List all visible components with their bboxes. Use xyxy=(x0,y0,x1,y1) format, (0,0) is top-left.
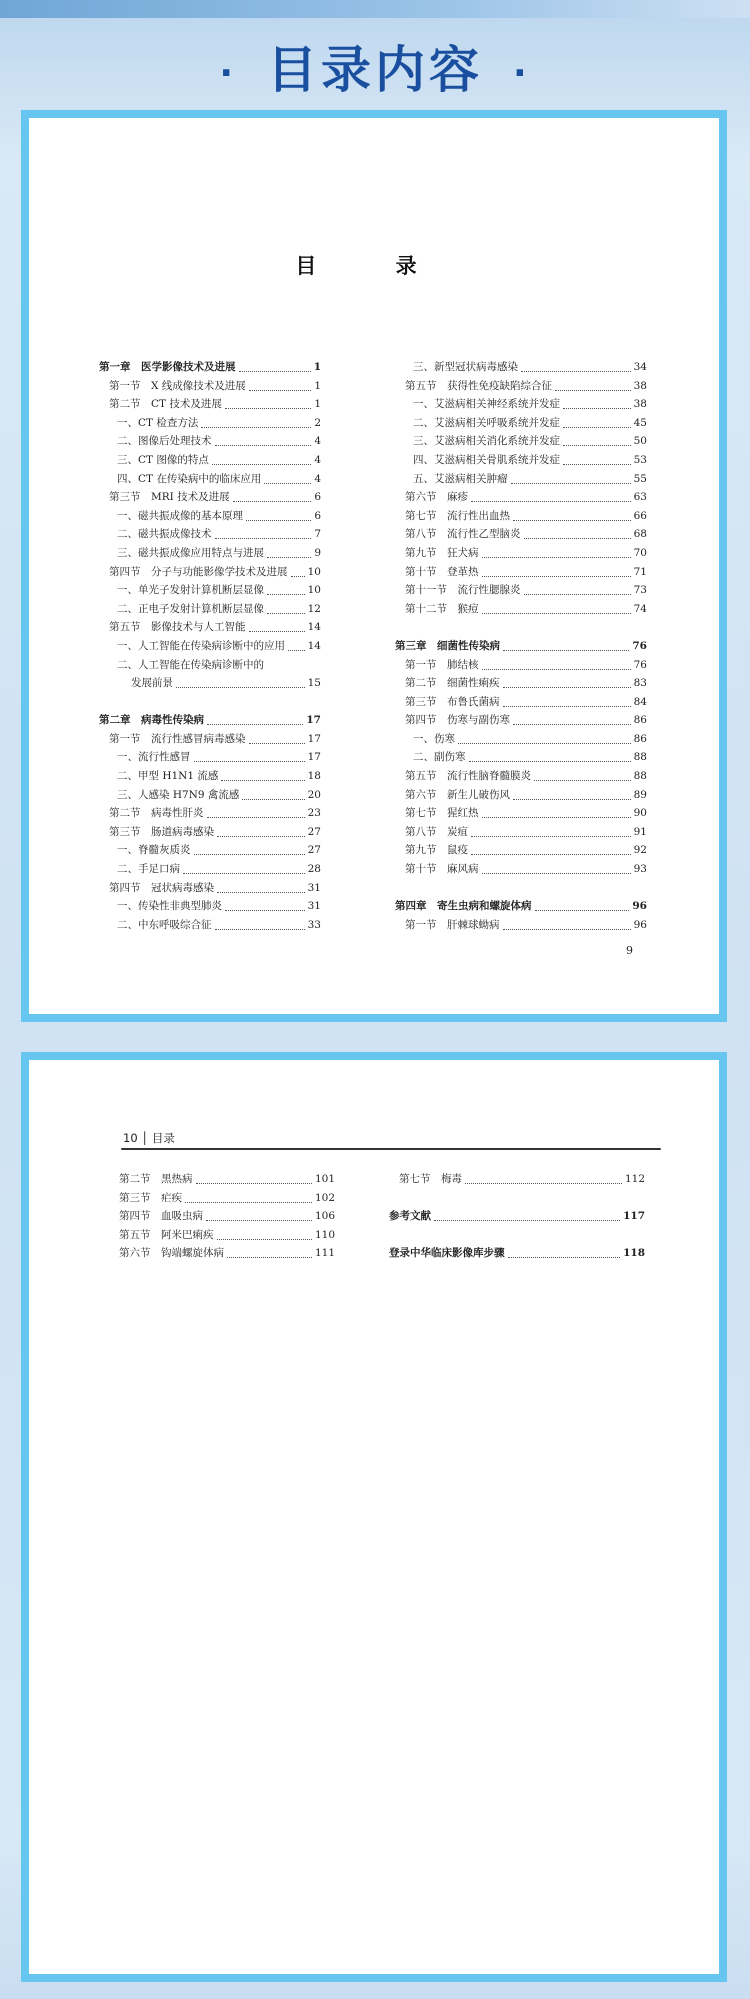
toc-leader-dots xyxy=(524,594,631,595)
toc-leader-dots xyxy=(267,613,305,614)
toc-spacer xyxy=(395,879,647,898)
toc-entry-page: 96 xyxy=(632,900,647,913)
toc-spacer xyxy=(389,1189,645,1208)
running-head-rule xyxy=(121,1148,661,1150)
toc-leader-dots xyxy=(513,799,631,800)
toc-entry-label: 一、脊髓灰质炎 xyxy=(117,844,191,857)
toc-entry-label: 第一节 X 线成像技术及进展 xyxy=(109,379,246,392)
toc-entry-page: 20 xyxy=(307,788,321,801)
toc-entry-label: 第三节 布鲁氏菌病 xyxy=(405,695,500,708)
toc-leader-dots xyxy=(524,538,631,539)
toc-entry xyxy=(99,544,321,563)
toc-entry-label: 第八节 炭疽 xyxy=(405,825,468,838)
toc-column-left xyxy=(109,1170,335,1263)
toc-entry-page: 76 xyxy=(632,639,647,652)
toc-entry xyxy=(99,600,321,619)
toc-entry-label: 第二节 细菌性痢疾 xyxy=(405,677,500,690)
toc-entry xyxy=(99,786,321,805)
toc-entry-label: 第七节 梅毒 xyxy=(399,1173,462,1185)
toc-entry-page: 17 xyxy=(306,714,321,727)
toc-spacer xyxy=(389,1226,645,1245)
banner-title xyxy=(0,30,750,102)
toc-entry-label: 第二节 CT 技术及进展 xyxy=(109,398,222,411)
toc-entry-label: 一、流行性感冒 xyxy=(117,751,191,764)
toc-entry-page: 18 xyxy=(307,770,321,783)
toc-entry xyxy=(395,395,647,414)
toc-entry-page: 89 xyxy=(633,788,647,801)
toc-entry-label: 二、中东呼吸综合征 xyxy=(117,918,212,931)
toc-entry-page: 1 xyxy=(314,398,321,411)
toc-entry-label: 三、新型冠状病毒感染 xyxy=(413,361,518,373)
toc-entry-label: 一、CT 检查方法 xyxy=(117,416,199,429)
toc-column-left xyxy=(99,358,321,934)
toc-entry-page: 45 xyxy=(633,416,647,429)
toc-entry-page: 55 xyxy=(633,472,647,485)
toc-leader-dots xyxy=(513,520,631,521)
toc-entry-label: 第一节 流行性感冒病毒感染 xyxy=(109,732,246,745)
toc-entry-label: 一、传染性非典型肺炎 xyxy=(117,900,222,913)
toc-entry xyxy=(99,879,321,898)
toc-entry-label: 一、磁共振成像的基本原理 xyxy=(117,509,243,522)
toc-entry-page: 71 xyxy=(633,565,647,578)
toc-leader-dots xyxy=(249,743,305,744)
toc-entry xyxy=(395,432,647,451)
toc-entry xyxy=(99,470,321,489)
toc-entry-label: 第七节 猩红热 xyxy=(405,807,479,820)
toc-entry-label: 第九节 鼠疫 xyxy=(405,844,468,857)
toc-entry xyxy=(389,1170,645,1189)
toc-entry-label: 二、艾滋病相关呼吸系统并发症 xyxy=(413,416,560,429)
toc-page-10 xyxy=(21,1052,727,1982)
toc-leader-dots xyxy=(201,427,311,428)
toc-entry-label: 四、CT 在传染病中的临床应用 xyxy=(117,472,262,485)
toc-entry-page: 110 xyxy=(314,1228,335,1241)
toc-entry-page: 86 xyxy=(633,732,647,745)
toc-leader-dots xyxy=(215,445,311,446)
toc-entry xyxy=(99,767,321,786)
toc-leader-dots xyxy=(249,390,311,391)
toc-leader-dots xyxy=(185,1202,312,1203)
toc-entry-page: 53 xyxy=(633,453,647,466)
toc-heading: 目 录 xyxy=(295,253,453,278)
toc-leader-dots xyxy=(249,631,305,632)
toc-entry-page: 34 xyxy=(633,361,647,373)
toc-column-right xyxy=(395,358,647,934)
toc-entry xyxy=(109,1170,335,1189)
toc-entry-label: 三、磁共振成像应用特点与进展 xyxy=(117,546,264,559)
toc-entry xyxy=(99,507,321,526)
toc-spacer xyxy=(99,693,321,712)
toc-leader-dots xyxy=(563,464,631,465)
toc-entry xyxy=(99,414,321,433)
toc-leader-dots xyxy=(434,1220,620,1221)
toc-entry xyxy=(99,748,321,767)
toc-entry-page: 23 xyxy=(307,807,321,820)
toc-leader-dots xyxy=(233,501,311,502)
toc-entry xyxy=(395,860,647,879)
toc-entry xyxy=(99,637,321,656)
toc-entry-page: 68 xyxy=(633,528,647,541)
toc-entry xyxy=(395,581,647,600)
title-dot-left: · xyxy=(219,53,237,94)
toc-chapter-entry xyxy=(389,1207,645,1226)
toc-entry-label: 参考文献 xyxy=(389,1210,431,1223)
toc-leader-dots xyxy=(215,929,305,930)
toc-entry-label: 第十节 麻风病 xyxy=(405,863,479,876)
toc-leader-dots xyxy=(196,1183,312,1184)
toc-leader-dots xyxy=(503,929,631,930)
toc-entry-label: 第四节 分子与功能影像学技术及进展 xyxy=(109,565,288,578)
toc-entry-label: 第八节 流行性乙型脑炎 xyxy=(405,528,521,541)
toc-leader-dots xyxy=(555,390,631,391)
toc-entry-label: 三、CT 图像的特点 xyxy=(117,453,209,466)
toc-spacer xyxy=(395,618,647,637)
toc-entry-page: 38 xyxy=(633,398,647,411)
toc-leader-dots xyxy=(217,1239,312,1240)
toc-entry-label: 一、人工智能在传染病诊断中的应用 xyxy=(117,639,285,652)
toc-entry-page: 84 xyxy=(633,695,647,708)
toc-entry xyxy=(99,804,321,823)
toc-entry-page: 38 xyxy=(633,379,647,392)
toc-entry xyxy=(99,488,321,507)
toc-entry xyxy=(99,581,321,600)
toc-entry-page: 91 xyxy=(633,825,647,838)
toc-entry-label: 二、磁共振成像技术 xyxy=(117,528,212,541)
toc-entry-label: 一、艾滋病相关神经系统并发症 xyxy=(413,398,560,411)
toc-entry xyxy=(395,804,647,823)
toc-leader-dots xyxy=(471,854,631,855)
toc-leader-dots xyxy=(535,910,629,911)
toc-leader-dots xyxy=(503,687,631,688)
toc-leader-dots xyxy=(207,724,303,725)
toc-entry-label: 第四章 寄生虫病和螺旋体病 xyxy=(395,900,532,913)
toc-entry xyxy=(99,451,321,470)
toc-entry-page: 73 xyxy=(633,584,647,597)
toc-leader-dots xyxy=(217,836,305,837)
toc-entry xyxy=(395,544,647,563)
toc-entry xyxy=(109,1189,335,1208)
toc-entry xyxy=(99,618,321,637)
toc-leader-dots xyxy=(471,836,631,837)
toc-entry-page: 14 xyxy=(307,639,321,652)
toc-entry xyxy=(395,916,647,935)
toc-entry xyxy=(395,841,647,860)
toc-entry xyxy=(395,563,647,582)
toc-entry xyxy=(99,656,321,675)
toc-entry-page: 112 xyxy=(624,1173,645,1185)
toc-leader-dots xyxy=(207,817,305,818)
toc-leader-dots xyxy=(246,520,311,521)
toc-entry-label: 二、图像后处理技术 xyxy=(117,435,212,448)
toc-leader-dots xyxy=(458,743,631,744)
toc-entry-label: 二、人工智能在传染病诊断中的 xyxy=(117,658,264,671)
toc-entry-label: 三、艾滋病相关消化系统并发症 xyxy=(413,435,560,448)
toc-entry-label: 第十节 登革热 xyxy=(405,565,479,578)
toc-entry-label: 二、手足口病 xyxy=(117,863,180,876)
toc-leader-dots xyxy=(242,799,305,800)
toc-entry-label: 二、正电子发射计算机断层显像 xyxy=(117,602,264,615)
toc-leader-dots xyxy=(217,892,305,893)
toc-entry-page: 15 xyxy=(307,677,321,690)
toc-entry-page: 117 xyxy=(623,1210,645,1223)
toc-leader-dots xyxy=(465,1183,622,1184)
toc-entry-label: 第二章 病毒性传染病 xyxy=(99,714,204,727)
toc-leader-dots xyxy=(503,706,631,707)
toc-entry xyxy=(395,786,647,805)
toc-leader-dots xyxy=(183,873,305,874)
toc-entry-label: 第三章 细菌性传染病 xyxy=(395,639,500,652)
toc-entry xyxy=(99,860,321,879)
toc-entry-page: 14 xyxy=(307,621,321,634)
toc-entry xyxy=(395,600,647,619)
toc-entry-page: 102 xyxy=(314,1191,335,1204)
toc-entry-label: 二、甲型 H1N1 流感 xyxy=(117,770,219,783)
toc-entry xyxy=(395,748,647,767)
toc-entry-page: 86 xyxy=(633,714,647,727)
toc-entry xyxy=(395,525,647,544)
toc-leader-dots xyxy=(291,576,305,577)
toc-entry-page: 12 xyxy=(307,602,321,615)
toc-entry xyxy=(109,1226,335,1245)
toc-leader-dots xyxy=(482,669,631,670)
toc-entry-page: 9 xyxy=(314,546,321,559)
toc-entry xyxy=(109,1244,335,1263)
toc-entry-label: 第三节 疟疾 xyxy=(119,1191,182,1204)
toc-leader-dots xyxy=(563,445,631,446)
toc-leader-dots xyxy=(194,761,305,762)
toc-entry xyxy=(395,730,647,749)
toc-leader-dots xyxy=(534,780,631,781)
top-decor-band xyxy=(0,0,750,18)
toc-entry-page: 31 xyxy=(307,900,321,913)
toc-leader-dots xyxy=(521,371,631,372)
toc-leader-dots xyxy=(482,873,631,874)
toc-entry-page: 31 xyxy=(307,881,321,894)
toc-leader-dots xyxy=(267,557,311,558)
toc-entry-page: 106 xyxy=(314,1210,335,1223)
toc-leader-dots xyxy=(212,464,311,465)
toc-leader-dots xyxy=(215,538,311,539)
toc-entry-page: 17 xyxy=(307,732,321,745)
toc-entry-label: 第五节 影像技术与人工智能 xyxy=(109,621,246,634)
toc-leader-dots xyxy=(513,724,631,725)
toc-entry-page: 96 xyxy=(633,918,647,931)
toc-leader-dots xyxy=(563,408,631,409)
toc-entry-page: 74 xyxy=(633,602,647,615)
toc-entry xyxy=(395,470,647,489)
banner-title-text: 目录内容 xyxy=(267,41,483,99)
toc-leader-dots xyxy=(227,1257,312,1258)
toc-entry xyxy=(99,525,321,544)
toc-entry-page: 2 xyxy=(314,416,321,429)
toc-leader-dots xyxy=(508,1257,620,1258)
toc-entry-page: 33 xyxy=(307,918,321,931)
toc-entry-label: 第二节 病毒性肝炎 xyxy=(109,807,204,820)
toc-column-right xyxy=(389,1170,645,1263)
toc-entry-label: 三、人感染 H7N9 禽流感 xyxy=(117,788,240,801)
toc-leader-dots xyxy=(482,557,631,558)
toc-entry-page: 111 xyxy=(314,1247,335,1260)
toc-entry xyxy=(99,674,321,693)
toc-entry xyxy=(395,711,647,730)
toc-chapter-entry xyxy=(395,897,647,916)
toc-entry-label: 一、伤寒 xyxy=(413,732,455,745)
toc-leader-dots xyxy=(482,576,631,577)
toc-entry-page: 28 xyxy=(307,863,321,876)
toc-entry-label: 第六节 麻疹 xyxy=(405,491,468,504)
toc-entry-label: 第五节 阿米巴痢疾 xyxy=(119,1228,214,1241)
toc-entry-label: 第十二节 猴痘 xyxy=(405,602,479,615)
toc-chapter-entry xyxy=(395,637,647,656)
toc-entry xyxy=(99,563,321,582)
toc-entry xyxy=(395,451,647,470)
toc-entry-page: 66 xyxy=(633,509,647,522)
toc-entry-label: 二、副伤寒 xyxy=(413,751,466,764)
toc-entry xyxy=(395,358,647,377)
toc-entry-label: 第六节 钩端螺旋体病 xyxy=(119,1247,224,1260)
toc-leader-dots xyxy=(482,613,631,614)
toc-entry-label: 第六节 新生儿破伤风 xyxy=(405,788,510,801)
toc-entry-label: 第一章 医学影像技术及进展 xyxy=(99,361,236,373)
running-head: 10 │ 目录 xyxy=(123,1131,175,1145)
toc-entry-page: 10 xyxy=(307,565,321,578)
toc-entry xyxy=(99,730,321,749)
toc-entry-page: 6 xyxy=(314,491,321,504)
toc-entry xyxy=(99,841,321,860)
toc-entry-label: 第五节 获得性免疫缺陷综合征 xyxy=(405,379,552,392)
toc-chapter-entry xyxy=(389,1244,645,1263)
toc-entry-label: 第十一节 流行性腮腺炎 xyxy=(405,584,521,597)
toc-entry-page: 92 xyxy=(633,844,647,857)
toc-entry-page: 88 xyxy=(633,751,647,764)
toc-entry xyxy=(395,823,647,842)
toc-entry-label: 第四节 伤寒与副伤寒 xyxy=(405,714,510,727)
toc-entry-label: 登录中华临床影像库步骤 xyxy=(389,1247,505,1260)
toc-leader-dots xyxy=(469,761,631,762)
toc-leader-dots xyxy=(288,650,305,651)
toc-leader-dots xyxy=(225,910,305,911)
toc-entry-page: 70 xyxy=(633,546,647,559)
toc-entry-label: 四、艾滋病相关骨肌系统并发症 xyxy=(413,453,560,466)
title-dot-right: · xyxy=(513,53,531,94)
toc-entry-label: 第三节 肠道病毒感染 xyxy=(109,825,214,838)
toc-leader-dots xyxy=(503,650,629,651)
toc-entry xyxy=(395,507,647,526)
toc-leader-dots xyxy=(221,780,305,781)
toc-entry-page: 1 xyxy=(313,361,321,373)
toc-leader-dots xyxy=(482,817,631,818)
toc-leader-dots xyxy=(225,408,311,409)
toc-entry-page: 4 xyxy=(314,453,321,466)
toc-chapter-entry xyxy=(99,358,321,377)
toc-entry xyxy=(99,377,321,396)
toc-entry xyxy=(395,414,647,433)
toc-page-9 xyxy=(21,110,727,1022)
toc-entry-page: 83 xyxy=(633,677,647,690)
toc-entry xyxy=(395,674,647,693)
toc-entry xyxy=(395,488,647,507)
toc-entry-page: 93 xyxy=(633,863,647,876)
toc-entry-page: 10 xyxy=(307,584,321,597)
toc-entry-label: 第四节 血吸虫病 xyxy=(119,1210,203,1223)
toc-entry xyxy=(395,693,647,712)
toc-entry-label: 第二节 黑热病 xyxy=(119,1173,193,1185)
toc-entry-label: 五、艾滋病相关肿瘤 xyxy=(413,472,508,485)
toc-leader-dots xyxy=(206,1220,312,1221)
toc-entry-label: 第九节 狂犬病 xyxy=(405,546,479,559)
toc-entry-page: 17 xyxy=(307,751,321,764)
toc-leader-dots xyxy=(264,483,311,484)
toc-leader-dots xyxy=(239,371,311,372)
toc-entry-label: 第三节 MRI 技术及进展 xyxy=(109,491,230,504)
toc-entry-page: 50 xyxy=(633,435,647,448)
toc-entry-label: 第七节 流行性出血热 xyxy=(405,509,510,522)
toc-entry xyxy=(395,767,647,786)
toc-leader-dots xyxy=(471,501,631,502)
toc-entry-page: 27 xyxy=(307,825,321,838)
toc-entry-label: 发展前景 xyxy=(131,677,173,690)
toc-entry xyxy=(99,823,321,842)
toc-entry-page: 76 xyxy=(633,658,647,671)
toc-entry xyxy=(109,1207,335,1226)
toc-chapter-entry xyxy=(99,711,321,730)
toc-entry xyxy=(99,395,321,414)
toc-entry xyxy=(99,432,321,451)
toc-entry-label: 第五节 流行性脑脊髓膜炎 xyxy=(405,770,531,783)
toc-entry xyxy=(395,377,647,396)
toc-entry-label: 一、单光子发射计算机断层显像 xyxy=(117,584,264,597)
toc-leader-dots xyxy=(176,687,305,688)
toc-entry xyxy=(99,897,321,916)
toc-entry-page: 88 xyxy=(633,770,647,783)
toc-entry-page: 90 xyxy=(633,807,647,820)
toc-leader-dots xyxy=(194,854,305,855)
toc-entry-page: 4 xyxy=(314,472,321,485)
page-number: 9 xyxy=(626,944,633,957)
toc-entry-page: 1 xyxy=(314,379,321,392)
toc-entry-page: 101 xyxy=(314,1173,335,1185)
toc-entry-label: 第四节 冠状病毒感染 xyxy=(109,881,214,894)
toc-entry-label: 第一节 肝棘球蚴病 xyxy=(405,918,500,931)
toc-entry-page: 118 xyxy=(623,1247,645,1260)
toc-leader-dots xyxy=(267,594,305,595)
toc-entry xyxy=(99,916,321,935)
toc-entry-page: 4 xyxy=(314,435,321,448)
toc-leader-dots xyxy=(511,483,631,484)
toc-entry-label: 第一节 肺结核 xyxy=(405,658,479,671)
toc-entry-page: 63 xyxy=(633,491,647,504)
toc-entry-page: 27 xyxy=(307,844,321,857)
toc-entry-page: 7 xyxy=(314,528,321,541)
toc-entry-page: 6 xyxy=(314,509,321,522)
toc-entry xyxy=(395,656,647,675)
toc-leader-dots xyxy=(563,427,631,428)
